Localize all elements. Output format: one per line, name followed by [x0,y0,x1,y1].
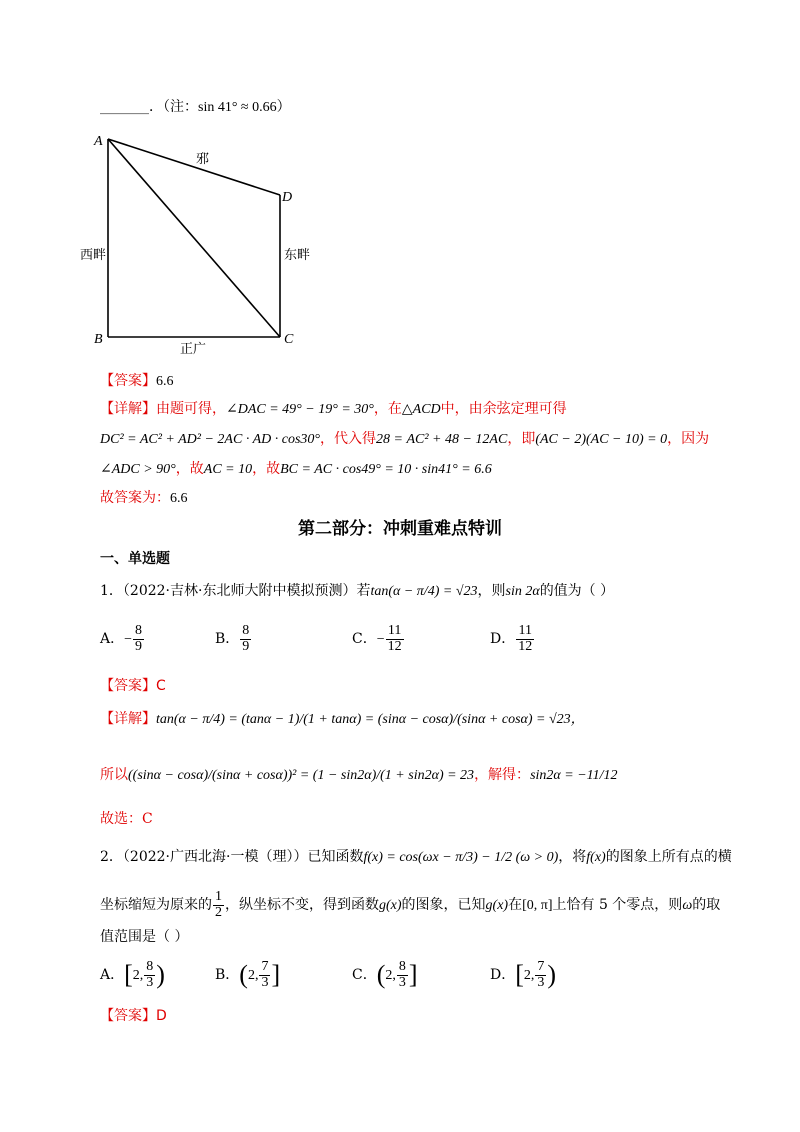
option-denominator: 9 [135,638,143,654]
detail-expr-2: △ACD [401,402,441,417]
q2-option-a[interactable]: A．[2, $\frac{8}{3}$ ) [100,959,165,990]
option-denominator: 12 [518,638,533,654]
top-line [100,96,291,116]
option-open: [ [515,960,524,990]
detail-label: 【详解】 [100,711,156,727]
question-text-3: 的图象上所有点的横 [605,849,732,865]
option-lower: 2 [385,968,393,984]
detail-prefix: 所以 [100,767,128,783]
option-numerator: 7 [261,959,269,974]
answer-label: 【答案】 [100,678,156,694]
option-denominator: 3 [261,974,269,990]
option-numerator: 7 [537,959,545,974]
option-open: ( [376,960,386,990]
detail-line-1 [100,398,567,418]
one-half-fraction: $\frac{1}{2}$ [215,889,222,920]
option-close: ) [547,960,557,990]
g-of-x: g(x) [379,898,402,914]
option-label: A． [100,631,125,648]
q1-option-c[interactable] [352,624,405,654]
label-east-shore: 东畔 [284,248,311,263]
question-2-line-2 [100,890,720,920]
detail-line-3 [100,458,492,478]
q1-detail-line-1 [100,708,585,728]
q1-option-d[interactable] [490,624,535,654]
conclusion-text: 故答案为： [100,490,170,506]
option-close: ) [156,960,165,990]
question-2-line-3: 值范围是（ ） [100,929,189,945]
detail-expr-8: BC = AC · cos49° = 10 · sin41° = 6.6 [280,462,492,477]
q1-conclusion: 故选：C [100,811,153,827]
q1-option-b[interactable] [215,624,252,654]
option-numerator: 8 [242,623,250,638]
question-text-2: ，将 [558,849,587,865]
label-b: B [94,332,103,347]
label-c: C [284,332,294,347]
geometry-figure [80,125,340,355]
detail-text-1: 由题可得， [156,401,226,417]
detail-expr-3: DC² = AC² + AD² − 2AC · AD · cos30° [100,432,320,447]
note-expression: sin 41° ≈ 0.66 [198,100,277,115]
note-open: ．（注： [149,99,198,115]
option-label: D． [490,631,516,648]
q2-answer [100,1005,167,1025]
label-west-shore: 西畔 [80,248,107,263]
option-denominator: 3 [537,974,545,990]
answer-line-1 [100,370,174,390]
f-of-x: f(x) [586,850,606,865]
question-number: 1． [100,583,123,599]
answer-label: 【答案】 [100,373,156,389]
question-function: f(x) = cos(ωx − π/3) − 1/2 (ω > 0) [363,850,559,865]
answer-blank: _______ [100,99,149,115]
detail-label: 【详解】 [100,401,156,417]
g-of-x-2: g(x) [485,898,509,914]
detail-expr-7: AC = 10 [203,462,253,477]
option-sign: − [376,632,385,648]
detail-mid: ，解得： [474,767,531,783]
interval-0-pi: [0, π] [522,898,553,914]
question-source: （2022·广西北海·一模（理）） [122,849,308,865]
detail-text-6: ，因为 [667,431,710,447]
option-denominator: 3 [398,974,406,990]
option-denominator: 3 [146,974,154,990]
detail-result: sin2α = −11/12 [530,768,618,783]
q1-detail-line-2 [100,764,618,784]
option-numerator: 8 [398,959,406,974]
option-open: ( [239,960,248,990]
option-denominator: 12 [387,638,402,654]
label-a: A [94,134,103,149]
question-text-6: 的图象，已知 [401,897,486,914]
option-lower: 2 [132,968,140,984]
detail-expr-4: 28 = AC² + 48 − 12AC [376,432,508,447]
option-label: C． [352,631,377,648]
question-text-7: 在 [508,897,523,914]
detail-expression: tan(α − π/4) = (tanα − 1)/(1 + tanα) = (sinα − cosα)/(sinα + cosα) = √23， [156,712,585,727]
label-d: D [282,190,293,205]
option-numerator: 8 [146,959,154,974]
question-number: 2． [100,849,123,865]
detail-text-7: ，故 [175,461,204,477]
answer-value: 6.6 [156,374,174,389]
option-lower: 2 [247,968,255,984]
question-text-1: 若 [356,583,371,599]
answer-value: D [156,1008,167,1024]
q2-option-c[interactable]: C．(2, $\frac{8}{3}$ ] [352,959,418,990]
option-close: ] [408,960,418,990]
option-label: D． [490,967,516,984]
omega-symbol: ω [682,898,693,914]
detail-expr-6: ∠ADC > 90° [100,462,176,477]
q2-option-b[interactable]: B．(2, $\frac{7}{3}$ ] [215,959,281,990]
note-close: ） [276,99,291,115]
question-text-9: 的取 [692,897,721,914]
question-text-2: ，则 [477,583,506,599]
detail-expr-5: (AC − 2)(AC − 10) = 0 [535,432,668,447]
option-open: [ [124,960,133,990]
question-2-line-1 [100,846,732,866]
question-1 [100,580,614,600]
question-text-4: 坐标缩短为原来的 [100,897,212,914]
option-lower: 2 [523,968,531,984]
q1-option-a[interactable] [100,624,145,654]
section-single-choice: 一、单选题 [100,551,170,567]
option-label: A． [100,967,125,984]
diagonal-ac [108,139,280,337]
option-label: C． [352,967,377,984]
side-ad [108,139,280,195]
option-denominator: 9 [242,638,250,654]
detail-line-2 [100,428,709,448]
question-text-3: 的值为（ ） [539,583,615,599]
answer-value: C [156,678,166,694]
detail-expr-1: ∠DAC = 49° − 19° = 30° [226,402,374,417]
option-numerator: 8 [135,623,143,638]
option-label: B． [215,631,240,648]
option-label: B． [215,967,240,984]
detail-text-5: ，即 [507,431,536,447]
question-sin-expression: sin 2α [505,584,540,599]
detail-expression: ((sinα − cosα)/(sinα + cosα))² = (1 − sin2α)/(1 + sin2α) = 23 [128,768,475,783]
part-two-title: 第二部分：冲刺重难点特训 [298,519,502,539]
question-text-5: ，纵坐标不变，得到函数 [225,897,379,914]
question-tan-expression: tan(α − π/4) = √23 [370,584,478,599]
detail-text-8: ，故 [252,461,281,477]
label-south-side: 正广 [180,342,207,355]
option-numerator: 11 [386,624,404,640]
question-source: （2022·吉林·东北师大附中模拟预测） [122,583,357,599]
option-numerator: 11 [516,624,534,640]
option-close: ] [271,960,281,990]
conclusion-value: 6.6 [170,491,188,506]
q2-option-d[interactable]: D．[2, $\frac{7}{3}$ ) [490,959,557,990]
detail-text-3: 中，由余弦定理可得 [440,401,567,417]
detail-text-4: ，代入得 [320,431,376,447]
detail-text-2: ，在 [373,401,402,417]
answer-label: 【答案】 [100,1008,156,1024]
question-text-8: 上恰有 5 个零点，则 [552,897,683,914]
label-north-side: 邪 [196,152,210,167]
option-sign: − [124,632,133,648]
q1-answer [100,675,166,695]
conclusion-line-1 [100,487,188,507]
question-text-1: 已知函数 [307,849,364,865]
